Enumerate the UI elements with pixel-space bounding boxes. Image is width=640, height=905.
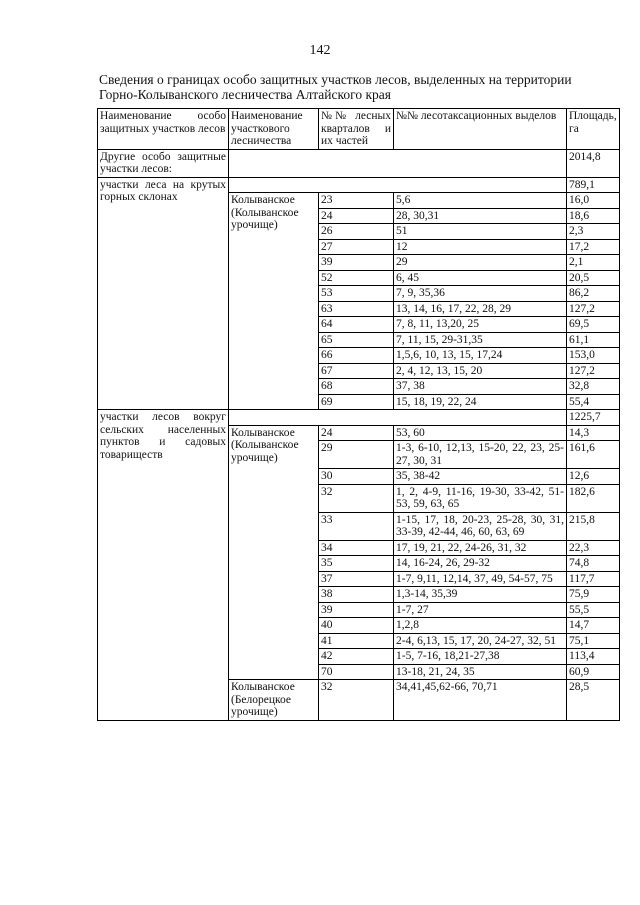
sections-cell: 1-15, 17, 18, 20-23, 25-28, 30, 31, 33-39, 42-44, 46, 60, 63, 69 bbox=[394, 512, 567, 540]
area-cell: 127,2 bbox=[567, 363, 620, 379]
sections-cell: 13, 14, 16, 17, 22, 28, 29 bbox=[394, 301, 567, 317]
quarter-cell: 34 bbox=[319, 540, 394, 556]
group-name: участки леса на крутых горных склонах bbox=[98, 177, 229, 410]
sections-cell: 12 bbox=[394, 239, 567, 255]
header-sections: №№ лесотаксационных выделов bbox=[394, 109, 567, 150]
table-header-row bbox=[98, 109, 620, 150]
sections-cell: 1-3, 6-10, 12,13, 15-20, 22, 23, 25-27, 30, 31 bbox=[394, 441, 567, 469]
quarter-cell: 65 bbox=[319, 332, 394, 348]
group-row bbox=[98, 177, 620, 193]
quarter-cell: 35 bbox=[319, 556, 394, 572]
sections-cell: 2, 4, 12, 13, 15, 20 bbox=[394, 363, 567, 379]
area-cell: 75,9 bbox=[567, 587, 620, 603]
sections-cell: 1,3-14, 35,39 bbox=[394, 587, 567, 603]
group-total: 789,1 bbox=[567, 177, 620, 193]
quarter-cell: 66 bbox=[319, 348, 394, 364]
area-cell: 28,5 bbox=[567, 680, 620, 721]
quarter-cell: 24 bbox=[319, 425, 394, 441]
title-line-1: Сведения о границах особо защитных участков лесов, выделенных на территории bbox=[99, 72, 572, 87]
quarter-cell: 68 bbox=[319, 379, 394, 395]
group-blank bbox=[229, 149, 567, 177]
group-total: 2014,8 bbox=[567, 149, 620, 177]
quarter-cell: 64 bbox=[319, 317, 394, 333]
area-cell: 75,1 bbox=[567, 633, 620, 649]
area-cell: 127,2 bbox=[567, 301, 620, 317]
document-title bbox=[99, 72, 604, 102]
quarter-cell: 30 bbox=[319, 469, 394, 485]
sections-cell: 5,6 bbox=[394, 193, 567, 209]
sections-cell: 7, 11, 15, 29-31,35 bbox=[394, 332, 567, 348]
sections-cell: 51 bbox=[394, 224, 567, 240]
quarter-cell: 38 bbox=[319, 587, 394, 603]
sections-cell: 35, 38-42 bbox=[394, 469, 567, 485]
area-cell: 32,8 bbox=[567, 379, 620, 395]
sections-cell: 7, 8, 11, 13,20, 25 bbox=[394, 317, 567, 333]
quarter-cell: 52 bbox=[319, 270, 394, 286]
area-cell: 12,6 bbox=[567, 469, 620, 485]
area-cell: 22,3 bbox=[567, 540, 620, 556]
protected-areas-table bbox=[97, 108, 620, 721]
header-district: Наименование участкового лесничества bbox=[229, 109, 319, 150]
sections-cell: 6, 45 bbox=[394, 270, 567, 286]
group-total: 1225,7 bbox=[567, 410, 620, 426]
area-cell: 74,8 bbox=[567, 556, 620, 572]
quarter-cell: 32 bbox=[319, 484, 394, 512]
sections-cell: 1-7, 9,11, 12,14, 37, 49, 54-57, 75 bbox=[394, 571, 567, 587]
area-cell: 55,4 bbox=[567, 394, 620, 410]
sections-cell: 37, 38 bbox=[394, 379, 567, 395]
title-line-2: Горно-Колыванского лесничества Алтайского края bbox=[99, 87, 391, 102]
sections-cell: 53, 60 bbox=[394, 425, 567, 441]
quarter-cell: 63 bbox=[319, 301, 394, 317]
sections-cell: 2-4, 6,13, 15, 17, 20, 24-27, 32, 51 bbox=[394, 633, 567, 649]
area-cell: 14,3 bbox=[567, 425, 620, 441]
quarter-cell: 29 bbox=[319, 441, 394, 469]
group-row bbox=[98, 149, 620, 177]
area-cell: 2,1 bbox=[567, 255, 620, 271]
quarter-cell: 41 bbox=[319, 633, 394, 649]
district-name: Колыванское (Колыванское урочище) bbox=[229, 193, 319, 410]
sections-cell: 28, 30,31 bbox=[394, 208, 567, 224]
sections-cell: 1,2,8 bbox=[394, 618, 567, 634]
area-cell: 60,9 bbox=[567, 664, 620, 680]
area-cell: 17,2 bbox=[567, 239, 620, 255]
group-name: участки лесов вокруг сельских населенных пунктов и садовых товариществ bbox=[98, 410, 229, 721]
area-cell: 55,5 bbox=[567, 602, 620, 618]
group-blank bbox=[229, 410, 567, 426]
quarter-cell: 42 bbox=[319, 649, 394, 665]
area-cell: 16,0 bbox=[567, 193, 620, 209]
sections-cell: 29 bbox=[394, 255, 567, 271]
sections-cell: 14, 16-24, 26, 29-32 bbox=[394, 556, 567, 572]
area-cell: 20,5 bbox=[567, 270, 620, 286]
area-cell: 161,6 bbox=[567, 441, 620, 469]
area-cell: 117,7 bbox=[567, 571, 620, 587]
header-quarters: №№ лесных кварталов и их частей bbox=[319, 109, 394, 150]
sections-cell: 13-18, 21, 24, 35 bbox=[394, 664, 567, 680]
quarter-cell: 32 bbox=[319, 680, 394, 721]
area-cell: 61,1 bbox=[567, 332, 620, 348]
quarter-cell: 26 bbox=[319, 224, 394, 240]
quarter-cell: 24 bbox=[319, 208, 394, 224]
district-name: Колыванское (Колыванское урочище) bbox=[229, 425, 319, 680]
sections-cell: 1,5,6, 10, 13, 15, 17,24 bbox=[394, 348, 567, 364]
sections-cell: 1, 2, 4-9, 11-16, 19-30, 33-42, 51-53, 59, 63, 65 bbox=[394, 484, 567, 512]
quarter-cell: 53 bbox=[319, 286, 394, 302]
sections-cell: 34,41,45,62-66, 70,71 bbox=[394, 680, 567, 721]
area-cell: 113,4 bbox=[567, 649, 620, 665]
area-cell: 18,6 bbox=[567, 208, 620, 224]
area-cell: 215,8 bbox=[567, 512, 620, 540]
quarter-cell: 40 bbox=[319, 618, 394, 634]
area-cell: 2,3 bbox=[567, 224, 620, 240]
sections-cell: 17, 19, 21, 22, 24-26, 31, 32 bbox=[394, 540, 567, 556]
district-name: Колыванское (Белорецкое урочище) bbox=[229, 680, 319, 721]
quarter-cell: 70 bbox=[319, 664, 394, 680]
area-cell: 14,7 bbox=[567, 618, 620, 634]
quarter-cell: 37 bbox=[319, 571, 394, 587]
quarter-cell: 69 bbox=[319, 394, 394, 410]
area-cell: 182,6 bbox=[567, 484, 620, 512]
header-area-name: Наименование особо защитных участков лесов bbox=[98, 109, 229, 150]
quarter-cell: 67 bbox=[319, 363, 394, 379]
sections-cell: 1-5, 7-16, 18,21-27,38 bbox=[394, 649, 567, 665]
sections-cell: 7, 9, 35,36 bbox=[394, 286, 567, 302]
group-blank bbox=[229, 177, 567, 193]
area-cell: 69,5 bbox=[567, 317, 620, 333]
header-area: Площадь, га bbox=[567, 109, 620, 150]
quarter-cell: 39 bbox=[319, 602, 394, 618]
group-row bbox=[98, 410, 620, 426]
quarter-cell: 27 bbox=[319, 239, 394, 255]
sections-cell: 15, 18, 19, 22, 24 bbox=[394, 394, 567, 410]
area-cell: 153,0 bbox=[567, 348, 620, 364]
page-number: 142 bbox=[309, 43, 331, 58]
group-name: Другие особо защитные участки лесов: bbox=[98, 149, 229, 177]
quarter-cell: 33 bbox=[319, 512, 394, 540]
quarter-cell: 39 bbox=[319, 255, 394, 271]
area-cell: 86,2 bbox=[567, 286, 620, 302]
quarter-cell: 23 bbox=[319, 193, 394, 209]
table-body bbox=[98, 149, 620, 720]
sections-cell: 1-7, 27 bbox=[394, 602, 567, 618]
